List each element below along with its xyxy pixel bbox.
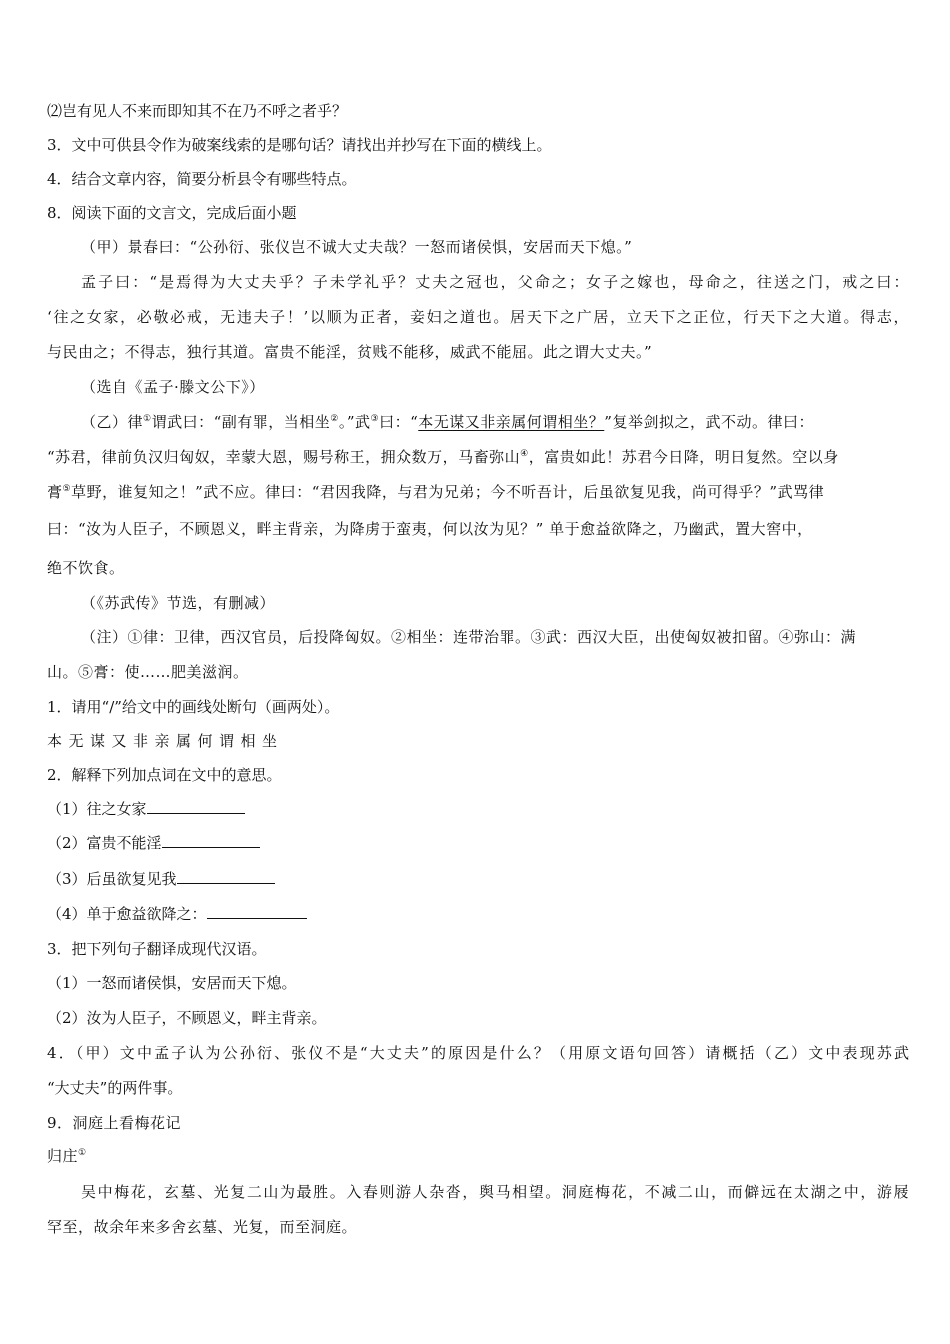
note-marker: ②: [330, 414, 339, 424]
note-marker: ①: [78, 1148, 87, 1158]
underlined-sentence: 本无谋又非亲属何谓相坐？: [418, 413, 605, 431]
note-marker: ①: [143, 414, 152, 424]
q8-yi-line-1: [81, 411, 814, 433]
q8-q3-item-1: （1）一怒而诸侯惧，安居而天下熄。: [47, 974, 297, 992]
q8-q2-item-2: [47, 832, 260, 854]
q7-item-2: ⑵岂有见人不来而即知其不在乃不呼之者乎？: [47, 102, 348, 120]
q9-paragraph-line-2: 罕至，故余年来多舍玄墓、光复，而至洞庭。: [47, 1218, 358, 1236]
q7-question-3: 3．文中可供县令作为破案线索的是哪句话？请找出并抄写在下面的横线上。: [47, 136, 552, 154]
q8-note-line-1: （注）①律：卫律，西汉官员，后投降匈奴。②相坐：连带治罪。③武：西汉大臣，出使匈奴被扣留。④弥山：满: [81, 628, 857, 646]
text-span: ，富贵如此！苏君今日降，明日复然。空以身: [528, 448, 839, 466]
item-label: （3）后虽欲复见我: [47, 870, 177, 888]
note-marker: ⑤: [62, 484, 72, 494]
q8-yi-source: （《苏武传》节选，有删减）: [81, 594, 276, 612]
q8-jia-line-4: 与民由之；不得志，独行其道。富贵不能淫，贫贱不能移，威武不能屈。此之谓大丈夫。”: [47, 343, 653, 361]
item-label: （2）富贵不能淫: [47, 834, 162, 852]
note-marker: ④: [520, 449, 529, 459]
text-span: 。”武: [338, 413, 371, 431]
item-label: （1）往之女家: [47, 800, 147, 818]
text-span: 膏: [47, 483, 63, 501]
q9-heading: 9．洞庭上看梅花记: [47, 1114, 182, 1132]
q9-paragraph-line-1: 吴中梅花，玄墓、光复二山为最胜。入春则游人杂沓，舆马相望。洞庭梅花，不减二山，而僻远在太湖之中，游屐: [81, 1183, 909, 1201]
q8-yi-line-3: [47, 481, 824, 503]
answer-blank[interactable]: [207, 904, 307, 919]
text-span: （乙）律: [81, 413, 144, 431]
q8-question-1-text: 本无谋又非亲属何谓相坐: [47, 732, 284, 750]
q7-question-4: 4．结合文章内容，简要分析县令有哪些特点。: [47, 170, 357, 188]
answer-blank[interactable]: [162, 833, 260, 848]
item-label: （4）单于愈益欲降之：: [47, 905, 207, 923]
q8-yi-line-2: [47, 446, 839, 468]
q8-q3-item-2: （2）汝为人臣子，不顾恩义，畔主背亲。: [47, 1009, 327, 1027]
q8-q2-item-4: [47, 903, 307, 925]
text-span: 草野，谁复知之！”武不应。律曰：“君因我降，与君为兄弟；今不听吾计，后虽欲复见我，尚可得乎？”武骂律: [71, 483, 825, 501]
answer-blank[interactable]: [177, 869, 275, 884]
q9-author: [47, 1145, 87, 1167]
q8-jia-line-2: 孟子曰：“是焉得为大丈夫乎？子未学礼乎？丈夫之冠也，父命之；女子之嫁也，母命之，往送之门，戒之曰：: [81, 273, 909, 291]
q8-question-1: 1．请用“/”给文中的画线处断句（画两处）。: [47, 698, 340, 716]
q8-jia-source: （选自《孟子·滕文公下》）: [81, 378, 265, 396]
answer-blank[interactable]: [147, 799, 245, 814]
q8-question-4-line-2: “大丈夫”的两件事。: [47, 1079, 183, 1097]
q8-heading: 8．阅读下面的文言文，完成后面小题: [47, 204, 297, 222]
text-span: ”复举剑拟之，武不动。律曰：: [604, 413, 814, 431]
text-span: 曰：“: [379, 413, 419, 431]
q8-q2-item-3: [47, 868, 275, 890]
text-span: 谓武曰：“副有罪，当相坐: [151, 413, 331, 431]
note-marker: ③: [370, 414, 380, 424]
q8-question-4-line-1: 4．（甲）文中孟子认为公孙衍、张仪不是“大丈夫”的原因是什么？（用原文语句回答）请概括（乙）文中表现苏武: [47, 1044, 909, 1062]
q8-q2-item-1: [47, 798, 245, 820]
q8-question-2: 2．解释下列加点词在文中的意思。: [47, 766, 282, 784]
q8-jia-line-1: （甲）景春曰：“公孙衍、张仪岂不诚大丈夫哉？一怒而诸侯惧，安居而天下熄。”: [81, 238, 633, 256]
q8-yi-line-4: 曰：“汝为人臣子，不顾恩义，畔主背亲，为降虏于蛮夷，何以汝为见？” 单于愈益欲降之，乃幽武，置大窖中，: [47, 520, 813, 538]
q8-jia-line-3: ‘往之女家，必敬必戒，无违夫子！’以顺为正者，妾妇之道也。居天下之广居，立天下之正位，行天下之大道。得志，: [47, 308, 909, 326]
q8-note-line-2: 山。⑤膏：使……肥美滋润。: [47, 663, 249, 681]
author-name: 归庄: [47, 1147, 79, 1165]
text-span: “苏君，律前负汉归匈奴，幸蒙大恩，赐号称王，拥众数万，马畜弥山: [47, 448, 521, 466]
q8-question-3: 3．把下列句子翻译成现代汉语。: [47, 940, 267, 958]
q8-yi-line-5: 绝不饮食。: [47, 559, 125, 577]
